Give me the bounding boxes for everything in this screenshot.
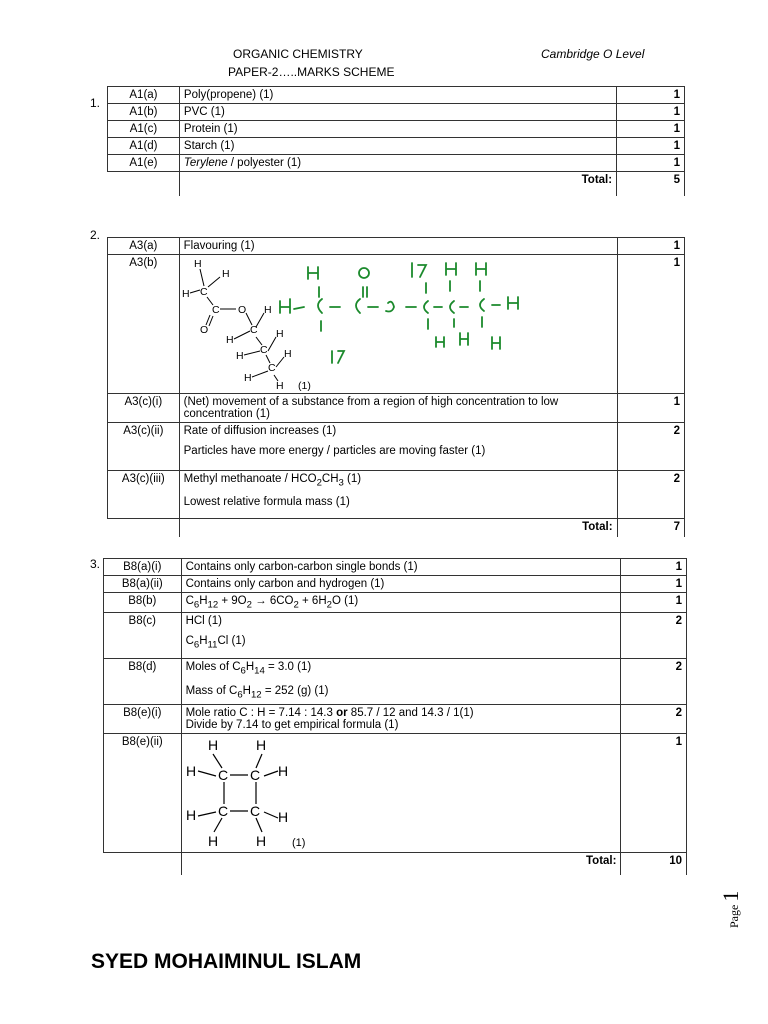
question-code: A3(c)(i) [108,394,180,423]
mark: 1 [621,576,687,593]
table-row [108,238,685,255]
atom-label: C [259,344,268,356]
answer-line: $C_6H_{11}Cl$ (1) [185,635,246,651]
question-code: A3(c)(ii) [108,423,180,471]
page-number-label [718,891,744,928]
atom-label: O [199,324,208,336]
answer [179,423,617,471]
atom-label: H [221,268,230,280]
mark: 1 [617,121,685,138]
svg-text:H: H [277,809,288,826]
total-label: Total: [181,853,621,875]
svg-text:H: H [185,763,196,780]
table-row [104,576,687,593]
atom-label: H [193,258,202,270]
mark: 1 [617,155,685,172]
svg-text:H: H [207,737,218,754]
answer: $C_6H_{12} + 9O_2 \to 6CO_2 + 6H_2O$ (1) [181,593,621,613]
question-code: A3(a) [108,238,180,255]
mark: 1 [617,255,684,394]
structure-mark: (1) [297,380,311,392]
question-code: A1(c) [108,121,180,138]
mark: 2 [621,659,687,705]
mark: 1 [617,104,685,121]
structure-mark: (1) [291,837,306,850]
table-row [104,593,687,613]
answer-line: Mole ratio C : H = 7.14 : 14.3 or 85.7 / 12 and 14.3 / 1(1) [185,707,474,720]
mark: 1 [621,593,687,613]
table-row [104,613,687,659]
mark: 1 [621,734,687,853]
author-name: SYED MOHAIMINUL ISLAM [91,950,362,973]
answer-italic: Terylene [183,157,228,169]
q3-mark-table [103,558,687,875]
atom-label: H [275,328,284,340]
question-code: B8(e)(ii) [104,734,182,853]
answer-line: Moles of $C_6H_{14} = 3.0$ (1) [185,661,312,677]
total-row [108,172,685,196]
table-row [108,87,685,104]
answer-line: Lowest relative formula mass (1) [183,496,350,509]
atom-label: H [283,348,292,360]
atom-label: H [243,372,252,384]
question-code: B8(c) [104,613,182,659]
atom-label: C [211,304,220,316]
table-row [104,734,687,853]
answer [179,471,617,519]
total-row [104,853,687,875]
svg-text:C: C [217,803,228,820]
mark: 2 [621,613,687,659]
question-number-3: 3. [90,557,101,571]
table-row [104,559,687,576]
table-row [108,423,685,471]
table-row [108,104,685,121]
svg-text:C: C [249,803,260,820]
answer [179,394,617,423]
document-subtitle: PAPER-2…..MARKS SCHEME [228,65,395,79]
question-code: A3(c)(iii) [108,471,180,519]
answer [181,659,621,705]
question-code: B8(a)(i) [104,559,182,576]
question-code: A1(a) [108,87,180,104]
question-code: B8(d) [104,659,182,705]
answer-line: concentration (1) [183,408,270,420]
atom-label: O [237,304,246,316]
question-number-2: 2. [90,228,101,242]
answer [181,734,621,853]
total-label: Total: [179,519,617,537]
atom-label: C [267,362,276,374]
total-value: 5 [617,172,685,196]
handwritten-structure [280,263,518,363]
q1-mark-table [107,86,685,196]
total-label: Total: [179,172,616,196]
table-row [108,394,685,423]
total-value: 10 [621,853,687,875]
table-row [108,255,685,394]
answer: Contains only carbon-carbon single bonds (1) [181,559,621,576]
question-code: A1(e) [108,155,180,172]
table-row [104,705,687,734]
atom-label: H [235,350,244,362]
question-number-1: 1. [90,96,101,110]
svg-text:C: C [217,767,228,784]
answer: Protein (1) [179,121,616,138]
table-row [108,155,685,172]
mark: 2 [617,471,684,519]
mark: 1 [617,238,684,255]
ester-structure-diagram [180,255,610,393]
mark: 1 [621,559,687,576]
mark: 1 [617,87,685,104]
answer-rest: / polyester (1) [227,157,302,169]
atom-label: C [249,324,258,336]
atom-label: C [199,286,208,298]
answer-line: Rate of diffusion increases (1) [183,425,337,437]
svg-text:C: C [249,767,260,784]
atom-label: H [275,380,284,392]
svg-text:H: H [207,833,218,850]
answer-line: HCl (1) [185,615,222,628]
table-row [108,121,685,138]
question-code: A1(b) [108,104,180,121]
question-code: B8(e)(i) [104,705,182,734]
mark: 2 [617,423,684,471]
answer-line: Divide by 7.14 to get empirical formula (1) [185,719,399,732]
answer [181,613,621,659]
mark: 1 [617,138,685,155]
question-code: A1(d) [108,138,180,155]
answer: Contains only carbon and hydrogen (1) [181,576,621,593]
cyclobutane-structure-diagram [182,734,612,852]
atom-label: H [181,288,190,300]
atom-label: H [225,334,234,346]
answer-line: (Net) movement of a substance from a region of high concentration to low [183,396,559,408]
table-row [108,471,685,519]
svg-text:H: H [277,763,288,780]
svg-text:H: H [185,807,196,824]
answer [179,255,617,394]
exam-board: Cambridge O Level [541,47,645,61]
page-number: 1 [718,890,743,902]
answer: Poly(propene) (1) [179,87,616,104]
answer-line: Methyl methanoate / $HCO_2CH_3$ (1) [183,473,362,489]
atom-label: H [263,304,272,316]
answer-line: Mass of $C_6H_{12} = 252$ (g) (1) [185,684,329,700]
svg-text:H: H [255,737,266,754]
answer: Flavouring (1) [179,238,617,255]
table-row [108,138,685,155]
total-value: 7 [617,519,684,537]
document-title: ORGANIC CHEMISTRY [233,47,363,61]
question-code: A3(b) [108,255,180,394]
table-row [104,659,687,705]
svg-text:H: H [255,833,266,850]
mark: 1 [617,394,684,423]
answer [179,155,616,172]
answer-line: Particles have more energy / particles are moving faster (1) [183,445,486,457]
total-row [108,519,685,537]
answer: PVC (1) [179,104,616,121]
mark: 2 [621,705,687,734]
question-code: B8(a)(ii) [104,576,182,593]
q2-mark-table [107,237,685,537]
answer: Starch (1) [179,138,616,155]
page-word: Page [727,904,741,928]
question-code: B8(b) [104,593,182,613]
answer [181,705,621,734]
